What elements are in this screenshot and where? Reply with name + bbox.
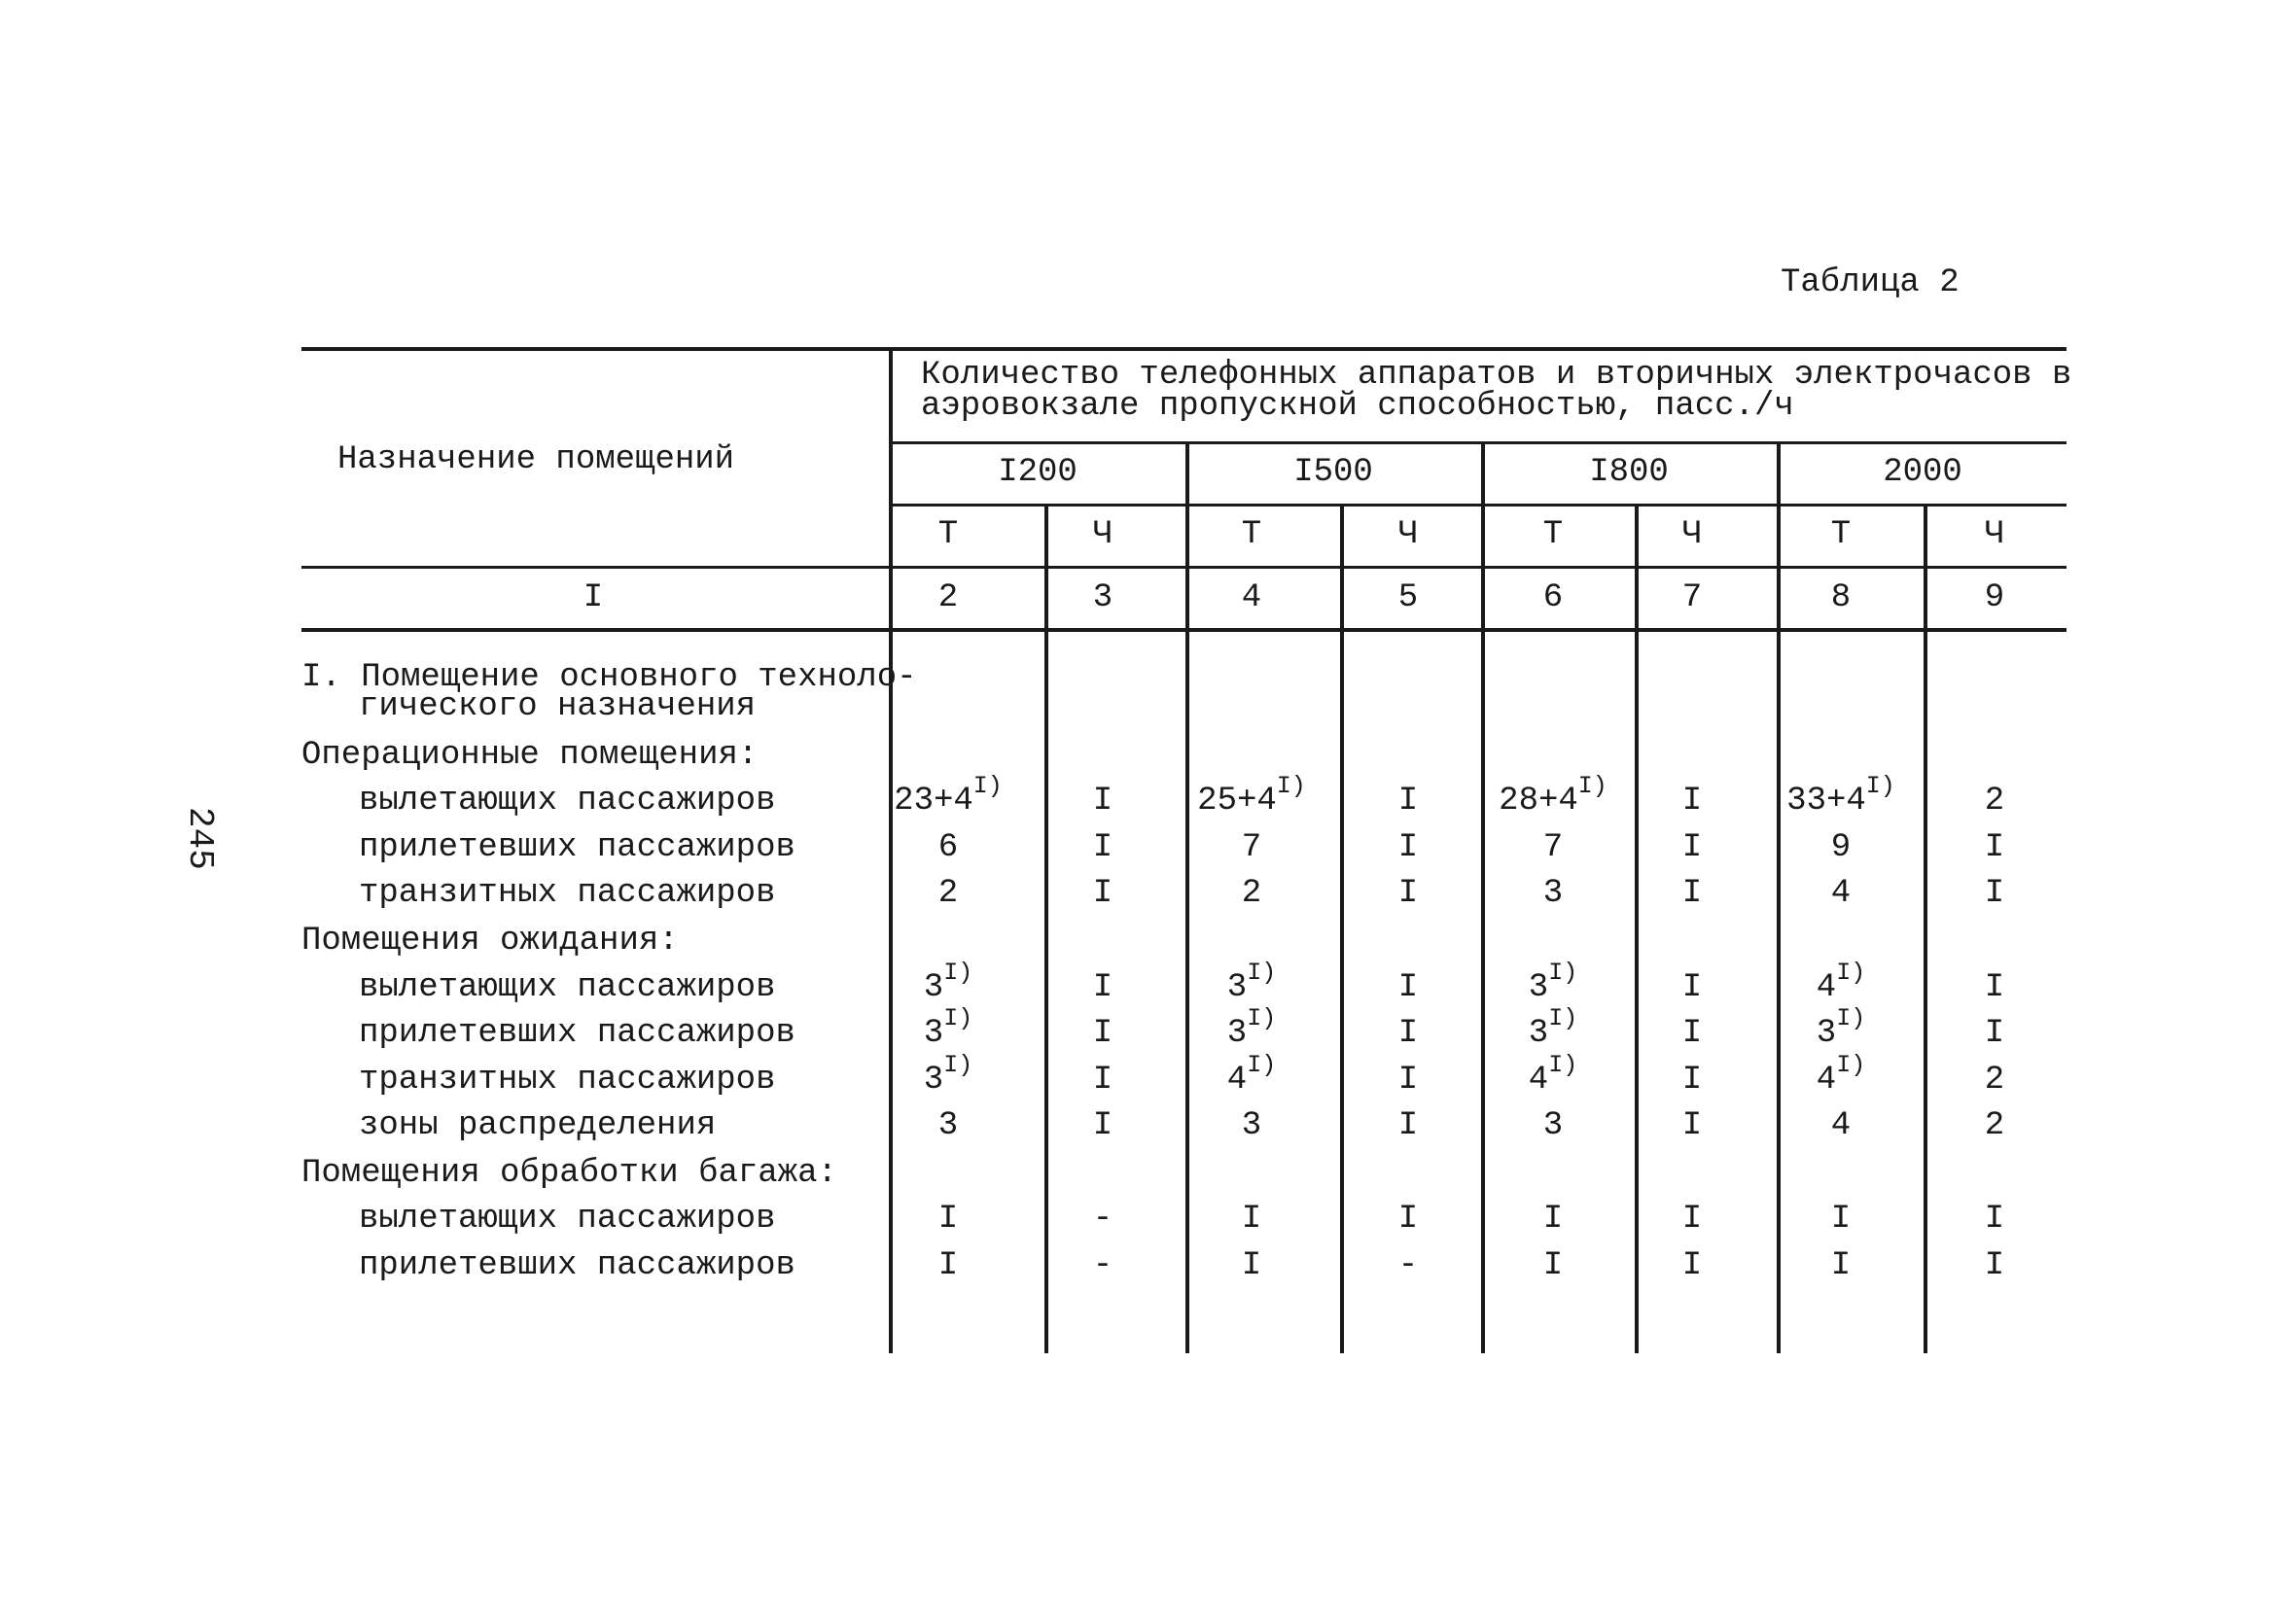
cell-value: 2	[1984, 1062, 2005, 1099]
footnote-mark: I)	[972, 771, 1003, 800]
cell-value: 4	[1830, 875, 1852, 912]
cell-value: 7	[1241, 829, 1262, 866]
footnote-mark: I)	[943, 1050, 973, 1079]
column-number: 6	[1542, 579, 1564, 616]
column-number: 5	[1397, 579, 1419, 616]
column-number: 8	[1830, 579, 1852, 616]
cell-value: I	[1830, 1201, 1852, 1238]
cell-value: 3	[1542, 875, 1564, 912]
row-label: Помещения ожидания:	[301, 923, 679, 960]
row-label: транзитных пассажиров	[359, 875, 776, 912]
capacity-header: I200	[998, 454, 1077, 491]
cell-value: I	[1241, 1247, 1262, 1284]
row-label: прилетевших пассажиров	[359, 829, 795, 866]
cell-value: I	[1830, 1247, 1852, 1284]
cell-value: 3	[1241, 1107, 1262, 1144]
sub-header-ch: Ч	[1092, 516, 1113, 553]
table-cell	[1897, 831, 2092, 864]
row-label: I. Помещение основного техноло-	[301, 659, 917, 696]
table-cell	[1897, 877, 2092, 910]
row-label: гического назначения	[359, 688, 757, 725]
footnote-mark: I)	[943, 958, 973, 987]
footnote-mark: I)	[1865, 771, 1895, 800]
table-cell	[1897, 1017, 2092, 1050]
cell-value: I	[1397, 829, 1419, 866]
cell-value: I	[937, 1247, 959, 1284]
table-cell	[1897, 1203, 2092, 1236]
cell-value: -	[1092, 1247, 1113, 1284]
row-label: прилетевших пассажиров	[359, 1247, 795, 1284]
cell-value: I	[1397, 1062, 1419, 1099]
footnote-mark: I)	[1548, 1003, 1578, 1032]
cell-value: I	[1681, 1247, 1703, 1284]
row-label: вылетающих пассажиров	[359, 1201, 776, 1238]
cell-value: I	[1092, 1107, 1113, 1144]
cell-value: 23+4	[894, 783, 973, 820]
column-number: 4	[1241, 579, 1262, 616]
footnote-mark: I)	[1247, 958, 1277, 987]
footnote-mark: I)	[1577, 771, 1607, 800]
row-label: вылетающих пассажиров	[359, 783, 776, 820]
cell-value: I	[1681, 875, 1703, 912]
capacity-header: 2000	[1883, 454, 1962, 491]
cell-value: -	[1397, 1247, 1419, 1284]
cell-value: I	[1397, 1107, 1419, 1144]
cell-value: I	[1092, 1015, 1113, 1052]
table-label: Таблица 2	[1781, 264, 1960, 301]
cell-value: 4	[1816, 969, 1837, 1006]
cell-value: -	[1092, 1201, 1113, 1238]
sub-header-t: Т	[1542, 516, 1564, 553]
cell-value: I	[1092, 875, 1113, 912]
cell-value: I	[1681, 829, 1703, 866]
cell-value: 3	[1226, 1015, 1248, 1052]
cell-value: I	[1681, 783, 1703, 820]
main-header	[921, 357, 2072, 425]
cell-value: 7	[1542, 829, 1564, 866]
cell-value: I	[1092, 829, 1113, 866]
row-label: прилетевших пассажиров	[359, 1015, 795, 1052]
cell-value: I	[1397, 1201, 1419, 1238]
cell-value: I	[1092, 1062, 1113, 1099]
sub-header-t: Т	[1830, 516, 1852, 553]
cell-value: I	[1542, 1201, 1564, 1238]
rule-under-subheaders	[301, 566, 2066, 569]
cell-value: 3	[1528, 1015, 1549, 1052]
footnote-mark: I)	[1548, 1050, 1578, 1079]
sub-header-ch: Ч	[1984, 516, 2005, 553]
table-cell	[1897, 1064, 2092, 1097]
capacity-header: I800	[1589, 454, 1669, 491]
cell-value: 33+4	[1786, 783, 1866, 820]
row-label: Операционные помещения:	[301, 737, 759, 774]
cell-value: I	[1397, 875, 1419, 912]
rule-under-main-header	[890, 441, 2066, 444]
column-number: 7	[1681, 579, 1703, 616]
cell-value: I	[1984, 1247, 2005, 1284]
cell-value: I	[1681, 1201, 1703, 1238]
cell-value: 2	[1241, 875, 1262, 912]
footnote-mark: I)	[1276, 771, 1306, 800]
rule-top	[301, 347, 2066, 351]
table-cell	[1897, 785, 2092, 818]
footnote-mark: I)	[943, 1003, 973, 1032]
capacity-header: I500	[1293, 454, 1373, 491]
cell-value: I	[1681, 969, 1703, 1006]
table-cell	[1897, 1249, 2092, 1282]
cell-value: I	[1397, 783, 1419, 820]
sub-header-ch: Ч	[1681, 516, 1703, 553]
cell-value: I	[1984, 969, 2005, 1006]
cell-value: I	[1681, 1015, 1703, 1052]
cell-value: I	[1241, 1201, 1262, 1238]
cell-value: I	[1984, 1201, 2005, 1238]
cell-value: I	[1984, 829, 2005, 866]
page-number: 245	[180, 807, 220, 870]
cell-value: I	[1397, 1015, 1419, 1052]
cell-value: 3	[1816, 1015, 1837, 1052]
cell-value: 2	[1984, 1107, 2005, 1144]
footnote-mark: I)	[1247, 1050, 1277, 1079]
cell-value: 28+4	[1499, 783, 1578, 820]
cell-value: 3	[923, 969, 944, 1006]
footnote-mark: I)	[1548, 958, 1578, 987]
cell-value: I	[1681, 1107, 1703, 1144]
footnote-mark: I)	[1836, 1050, 1866, 1079]
cell-value: 3	[1528, 969, 1549, 1006]
cell-value: 3	[1226, 969, 1248, 1006]
cell-value: I	[1542, 1247, 1564, 1284]
table-cell	[1897, 1109, 2092, 1142]
cell-value: I	[1092, 783, 1113, 820]
cell-value: 3	[923, 1015, 944, 1052]
sub-header-t: Т	[1241, 516, 1262, 553]
rule-under-column-numbers	[301, 628, 2066, 632]
cell-value: 2	[937, 875, 959, 912]
footnote-mark: I)	[1836, 1003, 1866, 1032]
row-label: транзитных пассажиров	[359, 1062, 776, 1099]
row-label: вылетающих пассажиров	[359, 969, 776, 1006]
cell-value: 4	[1226, 1062, 1248, 1099]
cell-value: I	[1984, 1015, 2005, 1052]
cell-value: 25+4	[1197, 783, 1277, 820]
cell-value: 3	[937, 1107, 959, 1144]
cell-value: 4	[1830, 1107, 1852, 1144]
cell-value: 3	[1542, 1107, 1564, 1144]
cell-value: I	[1681, 1062, 1703, 1099]
main-header-line-1: Количество телефонных аппаратов и вторичных электрочасов в	[921, 357, 2072, 394]
sub-header-ch: Ч	[1397, 516, 1419, 553]
footnote-mark: I)	[1836, 958, 1866, 987]
main-header-line-2: аэровокзале пропускной способностью, пасс./ч	[921, 388, 1794, 425]
cell-value: 6	[937, 829, 959, 866]
row-label-header: Назначение помещений	[337, 441, 735, 478]
rule-under-capacities	[890, 504, 2066, 507]
footnote-mark: I)	[1247, 1003, 1277, 1032]
table-cell	[1897, 971, 2092, 1004]
row-label: Помещения обработки багажа:	[301, 1155, 837, 1192]
column-number: I	[583, 579, 604, 616]
column-number: 3	[1092, 579, 1113, 616]
column-number: 2	[937, 579, 959, 616]
cell-value: 4	[1528, 1062, 1549, 1099]
cell-value: 4	[1816, 1062, 1837, 1099]
cell-value: 2	[1984, 783, 2005, 820]
cell-value: I	[1984, 875, 2005, 912]
sub-header-t: Т	[937, 516, 959, 553]
row-label: зоны распределения	[359, 1107, 717, 1144]
cell-value: 3	[923, 1062, 944, 1099]
column-number: 9	[1984, 579, 2005, 616]
cell-value: I	[1092, 969, 1113, 1006]
cell-value: I	[937, 1201, 959, 1238]
cell-value: I	[1397, 969, 1419, 1006]
cell-value: 9	[1830, 829, 1852, 866]
